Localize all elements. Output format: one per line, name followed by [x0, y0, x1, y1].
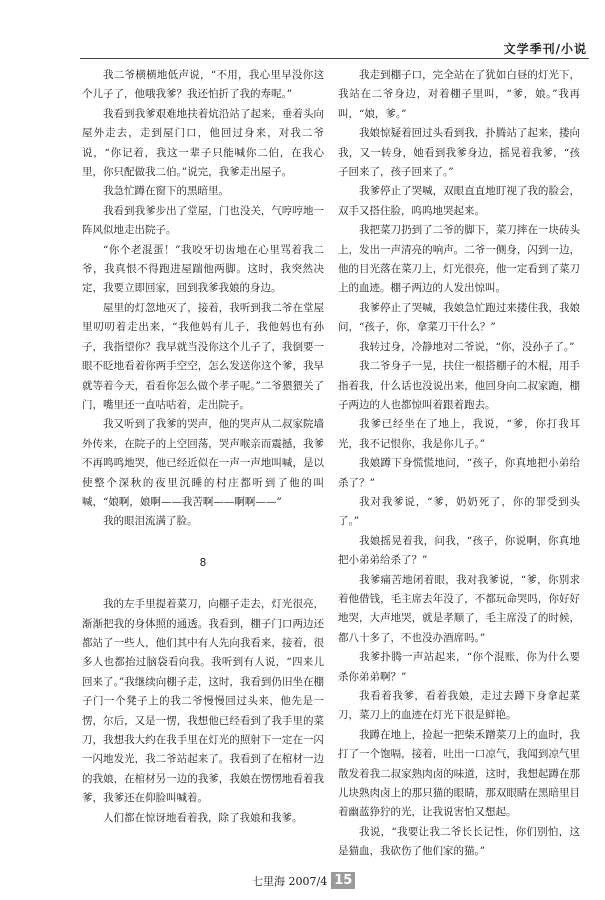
section-header: 文学季刊/小说 — [503, 42, 587, 56]
paragraph: 我看到我爹艰难地扶着炕沿站了起来，垂着头向屋外走去，走到屋门口，他回过身来，对我二爷说，“你记着，我这一辈子只能喊你二伯，在我心里，你只配做我二伯。”说完，我爹走出屋子。 — [82, 107, 324, 179]
section-number: 8 — [199, 556, 207, 569]
paragraph: 我二爷身子一晃，扶住一根搭棚子的木棍，用手指着我，什么话也没说出来，他回身向二叔家跑，棚子两边的人也都惊叫着跟着跑去。 — [338, 360, 580, 411]
paragraph: 我娘蹲下身慌慌地问，“孩子，你真地把小弟给杀了？” — [338, 457, 580, 489]
paragraph: 我转过身，冷静地对二爷说，“你，没孙子了。” — [359, 340, 575, 353]
right-column — [338, 66, 580, 862]
paragraph: 我说，“我要让我二爷长长记性，你们别怕，这是猫血，我砍伤了他们家的猫。” — [338, 825, 580, 858]
paragraph: 我娘摇晃着我，问我，“孩子，你说啊，你真地把小弟弟给杀了？” — [338, 534, 580, 567]
paragraph: 我爹痛苦地闭着眼，我对我爹说，“爹，你别求着他借钱，毛主席去年没了，不都玩命哭吗，你好好地哭，大声地哭，就是孝顺了，毛主席没了的时候，都八十多了，不也没办酒席吗。” — [338, 573, 580, 644]
paragraph: 我又听到了我爹的哭声，他的哭声从二叔家院墙外传来，在院子的上空回荡，哭声喉亲而震撼，我爹不再鸣鸣地哭，他已经近似在一声一声地叫喊，是以使整个深秋的夜里沉睡的村庄都听到了他的叫喊，“娘啊，娘啊——我苦啊——啊啊——” — [82, 418, 324, 508]
page-footer — [252, 872, 355, 889]
paragraph: 我爹停止了哭喊，双眼直直地盯视了我的脸会，双手又搭住脸，呜呜地哭起来。 — [338, 185, 580, 217]
paragraph: 我对我爹说，“爹，奶奶死了，你的罪受到头了。” — [338, 495, 580, 528]
paragraph: 我娘惊疑着回过头看到我，扑腾站了起来，搂向我，又一转身，她看到我爹身边，摇晃着我爹，“孩子回来了，孩子回来了。” — [338, 127, 580, 179]
paragraph: 我看到我爹步出了堂屋，门也没关，气哼哼地一阵风似地走出院子。 — [82, 204, 324, 237]
magazine-issue: 七里海 2007/4 — [252, 874, 328, 888]
left-column — [82, 66, 324, 828]
paragraph: 人们都在惊讶地看着我，除了我娘和我爹。 — [103, 811, 303, 824]
paragraph: 我看着我爹，看着我娘，走过去蹲下身拿起菜刀，菜刀上的血迹在灯光下很是鲜艳。 — [338, 690, 580, 722]
header-rule — [80, 58, 589, 59]
paragraph: 我爹扑腾一声站起来，“你个混账，你为什么要杀你弟弟啊？” — [338, 651, 580, 683]
paragraph: 我二爷横横地低声说，“不用，我心里早没你这个儿子了，他哦我爹？我还怕折了我的寿呢。” — [82, 69, 324, 101]
paragraph: 我爹停止了哭喊，我娘急忙跑过来搂住我，我娘问，“孩子，你，拿菜刀干什么？” — [338, 301, 580, 334]
paragraph: 我的左手里提着菜刀，向棚子走去，灯光很亮，渐渐把我的身体照的通透。我看到，棚子门口两边还都站了一些人，他们其中有人先向我看来，接着，很多人也都抬过脑袋看向我。我听到有人说，“四来儿回来了。”我继续向棚子走，这时，我看到仍旧坐在棚子门一个凳子上的我二爷慢慢回过头来，他先是一愣，尔后，又是一愣，我想他已经看到了我手里的菜刀，我想我大约在我手里在灯光的照射下一定在一闪一闪地发光，我二爷站起来了。我看到了在棺材一边的我娘，在棺材另一边的我爹，我娘在愣愣地看着我爹，我爹还在仰脸叫喊着。 — [82, 598, 324, 805]
paragraph: 我蹲在地上，捡起一把柴禾蹭菜刀上的血时，我打了一个饱嗝，接着，吐出一口凉气，我闻到凉气里散发着我二叔家熟肉卤的味道，这时，我想起蹲在那儿块熟肉卤上的那只猫的眼睛，那双眼睛在黑暗里目着幽蓝狰狞的光，让我说害怕又想起。 — [338, 728, 580, 819]
paragraph: 我爹已经坐在了地上，我说，“爹，你打我耳光，我不记恨你，我是你儿子。” — [338, 418, 580, 450]
paragraph: 我走到棚子口，完全站在了犹如白昼的灯光下，我站在二爷身边，对着棚子里叫，“爹，娘。”我再叫，“娘，爹。” — [338, 69, 580, 120]
paragraph: 屋里的灯忽地灭了，接着，我听到我二爷在堂屋里叨叨着走出来，“我他妈有儿子，我他妈也有孙子，我指望你？我早就当没你这个儿子了，我倒要一眼不眨地看着你两手空空，怎么发送你这个爹，我早就等着今天，看看你怎么做个孝子呢。”二爷猥猥关了门，嘴里还一直咕咕着，走出院子。 — [82, 301, 324, 411]
page-number: 15 — [331, 872, 355, 889]
paragraph: 我的眼泪流满了脸。 — [103, 515, 198, 528]
paragraph: “你个老混蛋！”我咬牙切齿地在心里骂着我二爷，我真恨不得跑进屋踹他两脚。这时，我突然决定，我要立即回家，回到我爹我娘的身边。 — [82, 243, 324, 295]
paragraph: 我把菜刀扔到了二爷的脚下，菜刀摔在一块砖头上，发出一声清亮的响声。二爷一侧身，闪到一边，他的目光落在菜刀上，灯光很亮，他一定看到了菜刀上的血迹。棚子两边的人发出惊叫。 — [338, 224, 580, 295]
paragraph: 我急忙蹲在窗下的黑暗里。 — [103, 185, 229, 198]
